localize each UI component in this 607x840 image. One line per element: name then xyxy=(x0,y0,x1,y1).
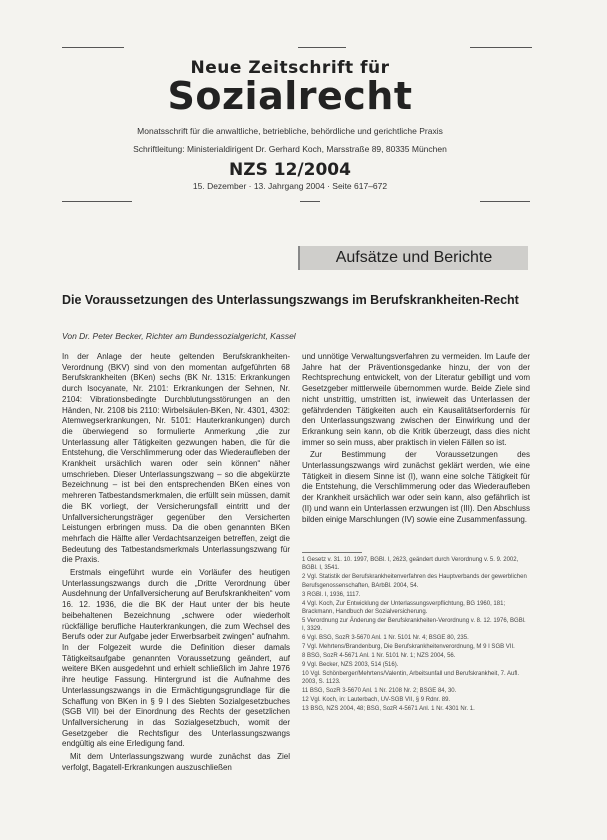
text-column-left xyxy=(62,352,290,775)
article-title: Die Voraussetzungen des Unterlassungszwangs im Berufskrankheiten-Recht xyxy=(62,293,519,307)
footnote: 4 Vgl. Koch, Zur Entwicklung der Unterlassungsverpflichtung, BG 1960, 181; Brackmann, Handbuch der Sozialversicherung. xyxy=(302,600,506,615)
top-rule-right xyxy=(470,47,532,48)
footnote: 7 Vgl. Mehrtens/Brandenburg, Die Berufskrankheitenverordnung, M 9 I SGB VII. xyxy=(302,644,515,651)
journal-title-main: Sozialrecht xyxy=(167,74,413,118)
body-paragraph: Erstmals eingeführt wurde ein Vorläufer des heutigen Unterlassungszwangs durch die „Dritte Verordnung über Ausdehnung der Unfallversicherung auf Berufskrankheiten“ vom 16. 12. 1936, die die BK der Haut unter der bis heute beibehaltenen Bezeichnung „schwere oder wiederholt rückfällige berufliche Hauterkrankungen, die zum Wechsel des Berufs oder zur Aufgabe jeder Erwerbsarbeit zwingen“ aufnahm. In der Folgezeit wurde die Definition dieser damals Tätigkeitsaufgabe genannten Voraussetzung geändert, auf weitere BKen ausgedehnt und erhielt schließlich im Jahre 1976 ihre heutige Fassung. Hintergrund ist die Aufnahme des Unterlassungszwangs in die Ermächtigungsgrundlage für die Schaffung von BKen in § 9 I des Siebten Sozialgesetzbuches (SGB VII) bei der Einordnung des Rechts der gesetzlichen Unfallversicherung in das Sozialgesetzbuch, womit der Gesetzgeber die Rechtsfigur des Unterlassungszwangs endgültig als eine Erledigung fand. xyxy=(62,568,290,749)
footnote: 8 BSG, SozR 4-5671 Anl. 1 Nr. 5101 Nr. 1; NZS 2004, 56. xyxy=(302,652,456,659)
footnote: 3 RGBl. I, 1936, 1117. xyxy=(302,591,361,598)
footnote: 13 BSG, NZS 2004, 48; BSG, SozR 4-5671 Anl. 1 Nr. 4301 Nr. 1. xyxy=(302,705,475,712)
footnote: 12 Vgl. Koch, in: Lauterbach, UV-SGB VII, § 9 Rdnr. 89. xyxy=(302,697,451,703)
editor-line: Schriftleitung: Ministerialdirigent Dr. Gerhard Koch, Marsstraße 89, 80335 München xyxy=(133,144,447,154)
body-paragraph: In der Anlage der heute geltenden Berufskrankheiten-Verordnung (BKV) sind von den momentan aufgeführten 68 Berufskrankheiten (BKen) sechs (BK Nr. 1315: Erkrankungen durch Isocyanate, Nr. 2101: Erkrankungen der Sehnen, Nr. 2104: Vibrationsbedingte Durchblutungsstörungen an den Händen, Nr. 2108 bis 2110: Wirbelsäulen-BKen, Nr. 4301, 4302: Atemwegserkrankungen, Nr. 5101: Hauterkrankungen) durch die überwiegend so formulierte Anmerkung „die zur Unterlassung aller Tätigkeiten gezwungen haben, die für die Entstehung, die Verschlimmerung oder das Wiederaufleben der Krankheit ursächlich waren oder sein können“ näher umschrieben. Dieser Unterlassungszwang – so die abgekürzte Bezeichnung – ist bei den entsprechenden BKen eines von mehreren Tatbestandsmerkmalen, die erfüllt sein müssen, damit die BK vorliegt, der Versicherungsfall eintritt und der Unfallversicherungsträger gegenüber den Versicherten Leistungen erbringen muss. Da die oben genannten BKen mehrfach die Hälfte aller Verdachtsanzeigen betreffen, zeigt die Bedeutung des Tatbestandsmerkmals Unterlassungszwang für die Praxis. xyxy=(62,352,290,565)
footnote-separator xyxy=(302,552,362,553)
masthead-rule-middle xyxy=(300,201,320,202)
top-rule-middle xyxy=(298,47,346,48)
article-author: Von Dr. Peter Becker, Richter am Bundessozialgericht, Kassel xyxy=(62,331,296,341)
top-rule-left xyxy=(62,47,124,48)
footnote: 1 Gesetz v. 31. 10. 1997, BGBl. I, 2623, geändert durch Verordnung v. 5. 9. 2002, BGBl. I, 3541. xyxy=(302,557,519,572)
section-header: Aufsätze und Berichte xyxy=(298,246,528,270)
masthead-rule-right xyxy=(480,201,530,202)
body-paragraph: Mit dem Unterlassungszwang wurde zunächst das Ziel verfolgt, Bagatell-Erkrankungen auszuschließen xyxy=(62,752,290,772)
journal-subtitle: Monatsschrift für die anwaltliche, betriebliche, behördliche und gerichtliche Praxis xyxy=(137,126,443,136)
footnote: 5 Verordnung zur Änderung der Berufskrankheiten-Verordnung v. 8. 12. 1976, BGBl. I, 3329. xyxy=(302,617,526,633)
footnote: 10 Vgl. Schönberger/Mehrtens/Valentin, Arbeitsunfall und Berufskrankheit, 7. Aufl. 2003, S. 1123. xyxy=(302,670,520,686)
footnotes xyxy=(302,556,530,714)
text-column-right xyxy=(302,352,530,527)
masthead-rule-left xyxy=(62,201,132,202)
body-paragraph: und unnötige Verwaltungsverfahren zu vermeiden. Im Laufe der Jahre hat der Präventionsgedanke hinzu, der von der Rechtsprechung entwickelt, von der Literatur gebilligt und vom Gesetzgeber mittlerweile übernommen wurde. Beide Ziele sind nicht unstrittig, umstritten ist, inwieweit das Unterlassen der gefährdenden Tätigkeiten auch ein Kausalitätserfordernis für den Unterlassungszwang zwischen der Einwirkung und der Erkrankung sein kann, ob die Kritik überzeugt, dass dies nicht immer so sein muss, aber praktisch in vielen Fällen so ist. xyxy=(302,352,530,447)
issue-date: 15. Dezember · 13. Jahrgang 2004 · Seite 617–672 xyxy=(192,181,388,191)
footnote: 11 BSG, SozR 3-5670 Anl. 1 Nr. 2108 Nr. 2; BSGE 84, 30. xyxy=(302,688,457,695)
footnote: 2 Vgl. Statistik der Berufskrankheitenverfahren des Hauptverbands der gewerblichen Berufsgenossenschaften, BArbBl. 2004, 54. xyxy=(302,574,527,589)
issue-number: NZS 12/2004 xyxy=(229,160,351,180)
footnote: 6 Vgl. BSG, SozR 3-5670 Anl. 1 Nr. 5101 Nr. 4; BSGE 80, 235. xyxy=(302,635,469,642)
footnote: 9 Vgl. Becker, NZS 2003, 514 (516). xyxy=(302,661,399,668)
journal-title-top: Neue Zeitschrift für xyxy=(190,58,390,78)
body-paragraph: Zur Bestimmung der Voraussetzungen des Unterlassungszwangs wird zunächst geklärt werden, wie eine Tätigkeit in diesem Sinne ist (I), wann eine solche Tätigkeit für die Entstehung, die Verschlimmerung oder das Wiederaufleben der Krankheit ursächlich war oder sein kann, also gefährlich ist (II) und wann ein Unterlassen erzwungen ist (III). Den Abschluss bilden einige Marschlungen (IV) sowie eine Zusammenfassung. xyxy=(302,450,530,524)
